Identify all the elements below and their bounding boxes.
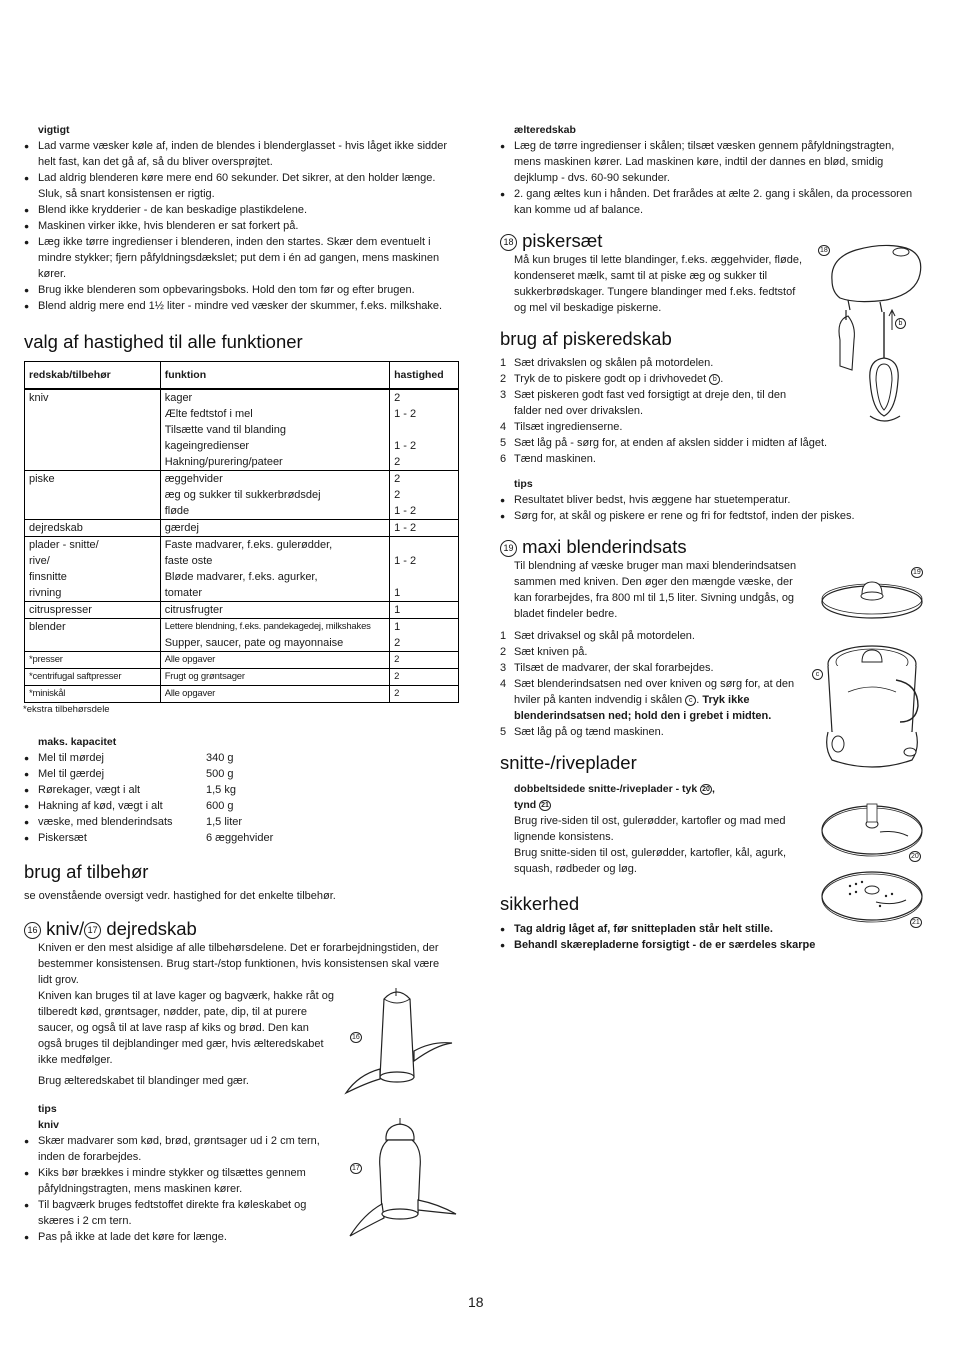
table-cell-func: Lettere blendning, f.eks. pandekagedej, milkshakes — [160, 619, 389, 636]
table-row — [25, 389, 459, 406]
table-row — [25, 669, 459, 686]
dejredskab-number-badge: 17 — [84, 922, 101, 939]
table-cell-speed: 2 — [390, 454, 459, 471]
table-row — [25, 602, 459, 619]
table-cell-func: citrusfrugter — [160, 602, 389, 619]
brugpisk-step-text: Sæt piskeren godt fast ved forsigtigt at dreje den, til den falder ned over drivakslen. — [514, 389, 787, 417]
header-tool: redskab/tilbehør — [25, 362, 161, 390]
brugpisk-step-number: 4 — [500, 421, 507, 433]
table-row — [25, 652, 459, 669]
figure-19-badge: 19 — [913, 569, 921, 576]
kapacitet-value: 600 g — [206, 800, 234, 812]
kniv-paragraph-2: Kniven kan bruges til at lave kager og bagværk, hakke råt og tilberedt kød, grøntsager, nødder, pate, dip, til at purere saucer, og også til at lave rasp af kiks og brød. Den kan også bruges til dejblandinger med gær, hvis ælteredskabet ikke medfølger. — [38, 990, 334, 1066]
table-cell-speed — [390, 537, 459, 554]
sikker-heading: sikkerhed — [500, 893, 580, 914]
table-cell-func: Alle opgaver — [160, 652, 389, 669]
figure-20-label — [909, 848, 921, 864]
table-cell-tool — [25, 406, 161, 422]
kapacitet-list — [24, 750, 460, 846]
table-cell-tool: dejredskab — [25, 520, 161, 537]
figure-16-badge: 16 — [352, 1034, 360, 1041]
speed-table-body — [25, 389, 459, 703]
dough-tool-drawing — [348, 1118, 458, 1243]
snitte-subheading — [500, 781, 800, 813]
snitte-paragraph-1: Brug rive-siden til ost, gulerødder, kartofler og mad med lignende konsistens. — [514, 815, 786, 843]
table-cell-func: Tilsætte vand til blanding — [160, 422, 389, 438]
brugpisk-step-text: Tænd maskinen. — [514, 453, 596, 465]
kapacitet-row — [24, 782, 460, 798]
brugpisk-step-number: 3 — [500, 389, 507, 401]
brugpisk-step-ref-badge: b — [709, 374, 720, 385]
maxi-step-4-ref-badge: c — [685, 695, 696, 706]
table-row — [25, 553, 459, 569]
brugpisk-step — [500, 355, 860, 371]
table-cell-func: Frugt og grøntsager — [160, 669, 389, 686]
table-cell-speed: 1 - 2 — [390, 503, 459, 520]
kapacitet-item: ● Mel til mørdej — [38, 752, 105, 764]
table-cell-speed: 2 — [390, 652, 459, 669]
page-number: 18 — [468, 1294, 484, 1310]
table-cell-tool — [25, 438, 161, 454]
aelt-heading: ælteredskab — [514, 124, 576, 136]
maxi-step-2: 2 Sæt kniven på. — [500, 646, 588, 658]
maxi-title: maxi blenderindsats — [522, 536, 687, 557]
brugpisk-step-number: 6 — [500, 453, 507, 465]
table-row — [25, 487, 459, 503]
kapacitet-row — [24, 798, 460, 814]
brugpisk-step — [500, 419, 860, 435]
kapacitet-value: 1,5 liter — [206, 816, 243, 828]
table-footnote: *ekstra tilbehørsdele — [23, 704, 110, 715]
maxi-step-4-text: Sæt blenderindsatsen ned over kniven og sørg for, at den hviler på kanten indvendig i skålen — [514, 678, 795, 706]
table-cell-func: faste oste — [160, 553, 389, 569]
maxi-step-2-text: Sæt kniven på. — [514, 646, 588, 658]
figure-c-label — [812, 666, 823, 682]
tilbehor-heading: brug af tilbehør — [24, 861, 149, 882]
table-cell-speed: 2 — [390, 487, 459, 503]
brugpisk-step-text: Sæt drivakslen og skålen på motordelen. — [514, 357, 714, 369]
maxi-step-4: 4 Sæt blenderindsatsen ned over kniven og sørg for, at den hviler på kanten indvendig i skålen c . Tryk ikke blenderindsatsen ned; hold den i grebet i midten. — [500, 678, 795, 722]
table-cell-tool — [25, 422, 161, 438]
table-row — [25, 438, 459, 454]
vigtigt-bullet-item: ● Lad aldrig blenderen køre mere end 60 sekunder. Det sikrer, at den holder længe. Sluk, så snart konsistensen er rigtig. — [24, 170, 460, 202]
table-cell-tool: blender — [25, 619, 161, 636]
kniv-heading — [24, 918, 460, 940]
table-row — [25, 635, 459, 652]
tips-sub-kniv: kniv — [38, 1119, 60, 1131]
aelt-list — [500, 138, 920, 218]
tilbehor-text: se ovenstående oversigt vedr. hastighed for det enkelte tilbehør. — [24, 890, 336, 902]
table-cell-tool: *presser — [25, 652, 161, 669]
table-cell-speed: 1 - 2 — [390, 406, 459, 422]
vigtigt-bullet-item: ● Brug ikke blenderen som opbevaringsboks. Hold den tom før og efter brugen. — [24, 282, 460, 298]
table-row — [25, 503, 459, 520]
maxi-step-1: 1 Sæt drivaksel og skål på motordelen. — [500, 630, 695, 642]
sikker-bullet-item: ● Tag aldrig låget af, før snittepladen står helt stille. — [500, 921, 920, 937]
table-row — [25, 520, 459, 537]
figure-17-label — [350, 1160, 362, 1176]
brugpisk-step — [500, 387, 812, 419]
tips-right-bullet-item: ● Sørg for, at skål og piskere er rene og fri for fedtstof, inden der piskes. — [500, 508, 920, 524]
vigtigt-list — [24, 138, 460, 314]
dejredskab-title: dejredskab — [106, 918, 197, 939]
tips-left-bullet-item: ● Skær madvarer som kød, brød, grøntsager ud i 2 cm tern, inden de forarbejdes. — [24, 1133, 334, 1165]
table-cell-func: tomater — [160, 585, 389, 602]
table-cell-tool: finsnitte — [25, 569, 161, 585]
header-speed: hastighed — [390, 362, 459, 390]
kniv-paragraph-1: Kniven er den mest alsidige af alle tilbehørsdelene. Det er forarbejdningstiden, der bestemmer konsistensen. Brug start-/stop funktionen, hvis konsistensen skal være lidt grov. — [38, 942, 440, 986]
table-cell-func: Ælte fedtstof i mel — [160, 406, 389, 422]
table-cell-speed: 2 — [390, 389, 459, 406]
maxi-step-3-text: Tilsæt de madvarer, der skal forarbejdes. — [514, 662, 714, 674]
table-cell-speed: 1 - 2 — [390, 553, 459, 569]
kapacitet-heading: maks. kapacitet — [38, 736, 117, 748]
pisk-title: piskersæt — [522, 230, 603, 251]
aelt-bullet-item: ● Læg de tørre ingredienser i skålen; tilsæt væsken gennem påfyldningstragten, mens maskinen kører. Lad maskinen køre, indtil der dannes en blød, smidig dejklump - dvs. 60-90 sekunder. — [500, 138, 920, 186]
snitte-paragraph-2: Brug snitte-siden til ost, gulerødder, kartofler, kål, agurk, squash, rødbeder og løg. — [514, 847, 787, 875]
figure-18-label — [818, 242, 830, 258]
maxi-blender-illustration — [818, 572, 930, 777]
table-cell-speed: 2 — [390, 471, 459, 488]
table-cell-speed: 1 - 2 — [390, 438, 459, 454]
slicing-disc-thin-illustration — [820, 866, 924, 926]
table-cell-tool — [25, 487, 161, 503]
pisk-text: Må kun bruges til lette blandinger, f.eks. æggehvider, fløde, kondenseret mælk, samt til at piske æg og sukker til sukkerbrødskager. Tungere blandinger med f.eks. fedtstof og mel vil beskadige piskerne. — [514, 254, 802, 314]
table-cell-func: æg og sukker til sukkerbrødsdej — [160, 487, 389, 503]
table-cell-speed: 2 — [390, 669, 459, 686]
snitte-sub-tynd: tynd — [514, 799, 537, 811]
table-row — [25, 454, 459, 471]
sikker-bullet-item: ● Behandl skærepladerne forsigtigt - de er særdeles skarpe — [500, 937, 920, 953]
table-cell-func: Alle opgaver — [160, 686, 389, 703]
table-cell-speed: 2 — [390, 635, 459, 652]
brugpisk-step-text: Tryk de to piskere godt op i drivhovedet — [514, 373, 707, 385]
kapacitet-value: 1,5 kg — [206, 784, 236, 796]
maxi-step-5-text: Sæt låg på og tænd maskinen. — [514, 726, 664, 738]
vigtigt-heading: vigtigt — [38, 124, 70, 136]
table-cell-speed: 1 - 2 — [390, 520, 459, 537]
brugpisk-step-number: 1 — [500, 357, 507, 369]
table-cell-tool: rivning — [25, 585, 161, 602]
vigtigt-bullet-item: ● Blend aldrig mere end 1½ liter - mindre ved væsker der skummer, f.eks. milkshake. — [24, 298, 460, 314]
figure-20-badge: 20 — [911, 853, 919, 860]
brugpisk-step-number: 2 — [500, 373, 507, 385]
vigtigt-bullet-item: ● Maskinen virker ikke, hvis blenderen er sat forkert på. — [24, 218, 460, 234]
snitte-sub-badge-21: 21 — [541, 802, 549, 809]
figure-b-label — [895, 315, 906, 331]
table-row — [25, 585, 459, 602]
maxi-blender-drawing — [818, 572, 930, 777]
maxi-step-4-warning: Tryk ikke blenderindsatsen ned; hold den i grebet i midten. — [514, 694, 772, 722]
table-cell-speed — [390, 422, 459, 438]
maxi-text: Til blendning af væske bruger man maxi blenderindsatsen sammen med kniven. Den øger den mængde væske, der kan forarbejdes, fra 800 ml til 1,5 liter. Sivning undgås, og bladet findeler bedre. — [514, 560, 797, 620]
tips-left-bullet-item: ● Pas på ikke at lade det køre for længe. — [24, 1229, 334, 1245]
brugpisk-step — [500, 435, 860, 451]
table-row — [25, 619, 459, 636]
table-cell-tool — [25, 454, 161, 471]
kapacitet-item: ● væske, med blenderindsats — [38, 816, 173, 828]
table-cell-tool: plader - snitte/ — [25, 537, 161, 554]
aelt-bullet-item: ● 2. gang æltes kun i hånden. Det frarådes at ælte 2. gang i skålen, da processoren kan komme ud af balance. — [500, 186, 920, 218]
slicing-disc-thin-drawing — [820, 866, 924, 926]
table-cell-func: kager — [160, 389, 389, 406]
table-cell-func: Supper, saucer, pate og mayonnaise — [160, 635, 389, 652]
vigtigt-bullet-item: ● Blend ikke krydderier - de kan beskadige plastikdelene. — [24, 202, 460, 218]
kapacitet-row — [24, 766, 460, 782]
pisk-number-badge: 18 — [500, 234, 517, 251]
figure-21-label — [910, 914, 922, 930]
tips-right-bullet-item: ● Resultatet bliver bedst, hvis æggene har stuetemperatur. — [500, 492, 920, 508]
tips-left-bullet-item: ● Kiks bør brækkes i mindre stykker og tilsættes gennem påfyldningstragten, mens maskinen kører. — [24, 1165, 334, 1197]
figure-18-badge: 18 — [820, 247, 828, 254]
table-cell-func: Bløde madvarer, f.eks. agurker, — [160, 569, 389, 585]
kapacitet-item: ● Rørekager, vægt i alt — [38, 784, 141, 796]
brugpisk-step — [500, 451, 860, 467]
brugpisk-step: 2 Tryk de to piskere godt op i drivhovedet b . — [500, 373, 724, 385]
kapacitet-item: ● Hakning af kød, vægt i alt — [38, 800, 163, 812]
table-row — [25, 537, 459, 554]
snitte-sub-badge-20: 20 — [702, 786, 710, 793]
figure-b-badge: b — [895, 318, 906, 329]
figure-c-badge: c — [812, 669, 823, 680]
whisk-illustration — [826, 240, 926, 430]
table-cell-func: Hakning/purering/pateer — [160, 454, 389, 471]
snitte-sub-text: dobbeltsidede snitte-/riveplader - tyk — [514, 783, 698, 795]
table-row — [25, 569, 459, 585]
maxi-step-1-text: Sæt drivaksel og skål på motordelen. — [514, 630, 695, 642]
maxi-number-badge: 19 — [500, 540, 517, 557]
figure-19-label — [911, 564, 923, 580]
dough-tool-illustration — [348, 1118, 458, 1243]
kapacitet-item: ● Mel til gærdej — [38, 768, 105, 780]
kapacitet-value: 500 g — [206, 768, 234, 780]
table-cell-speed: 2 — [390, 686, 459, 703]
tips-list-left — [24, 1133, 334, 1245]
table-cell-speed: 1 — [390, 585, 459, 602]
table-cell-tool: *miniskål — [25, 686, 161, 703]
maxi-step-5: 5 Sæt låg på og tænd maskinen. — [500, 726, 664, 738]
maxi-heading — [500, 536, 920, 558]
kapacitet-row — [24, 830, 460, 846]
table-cell-tool — [25, 635, 161, 652]
tips-heading-right: tips — [514, 478, 533, 490]
kniv-paragraph-3: Brug ælteredskabet til blandinger med gær. — [38, 1075, 249, 1087]
table-cell-tool: rive/ — [25, 553, 161, 569]
kniv-title: kniv/ — [46, 918, 85, 939]
figure-16-label — [350, 1029, 362, 1045]
tips-heading-left: tips — [38, 1103, 57, 1115]
speed-table — [24, 361, 459, 703]
brugpisk-heading: brug af piskeredskab — [500, 328, 672, 349]
kapacitet-item: ● Piskersæt — [38, 832, 87, 844]
whisk-drawing — [826, 240, 926, 430]
vigtigt-bullet-item: ● Læg ikke tørre ingredienser i blenderen, inden den startes. Skær dem eventuelt i mindre stykker; fjern påfyldningsdækslet; put dem i én ad gangen, mens maskinen kører. — [24, 234, 460, 282]
kapacitet-value: 6 æggehvider — [206, 832, 274, 844]
table-cell-tool: citruspresser — [25, 602, 161, 619]
speed-table-header-row — [25, 362, 459, 390]
table-cell-speed — [390, 569, 459, 585]
speed-heading: valg af hastighed til alle funktioner — [24, 331, 303, 352]
table-row — [25, 471, 459, 488]
table-cell-func: gærdej — [160, 520, 389, 537]
table-cell-func: Faste madvarer, f.eks. gulerødder, — [160, 537, 389, 554]
table-cell-tool — [25, 503, 161, 520]
kapacitet-row — [24, 750, 460, 766]
table-row — [25, 686, 459, 703]
figure-17-badge: 17 — [352, 1165, 360, 1172]
table-cell-speed: 1 — [390, 619, 459, 636]
snitte-sub-comma: , — [711, 783, 715, 795]
tips-list-right — [500, 492, 920, 524]
table-row — [25, 422, 459, 438]
figure-21-badge: 21 — [912, 919, 920, 926]
brugpisk-step-text: Tilsæt ingredienserne. — [514, 421, 623, 433]
header-function: funktion — [160, 362, 389, 390]
kapacitet-value: 340 g — [206, 752, 234, 764]
table-cell-speed: 1 — [390, 602, 459, 619]
table-cell-tool: *centrifugal saftpresser — [25, 669, 161, 686]
brugpisk-step-number: 5 — [500, 437, 507, 449]
table-cell-func: kageingredienser — [160, 438, 389, 454]
tips-left-bullet-item: ● Til bagværk bruges fedtstoffet direkte fra køleskabet og skæres i 2 cm tern. — [24, 1197, 334, 1229]
table-cell-func: fløde — [160, 503, 389, 520]
maxi-list — [500, 628, 818, 740]
table-cell-tool: piske — [25, 471, 161, 488]
vigtigt-bullet-item: ● Lad varme væsker køle af, inden de blendes i blenderglasset - hvis låget ikke sidder helt fast, kan det gå af, så du bliver oversprøjtet. — [24, 138, 460, 170]
table-cell-tool: kniv — [25, 389, 161, 406]
table-row — [25, 406, 459, 422]
kapacitet-row — [24, 814, 460, 830]
table-cell-func: æggehvider — [160, 471, 389, 488]
brugpisk-step-text: Sæt låg på - sørg for, at enden af akslen sidder i midten af låget. — [514, 437, 828, 449]
snitte-heading: snitte-/riveplader — [500, 752, 637, 773]
maxi-step-3: 3 Tilsæt de madvarer, der skal forarbejdes. — [500, 662, 714, 674]
kniv-number-badge: 16 — [24, 922, 41, 939]
